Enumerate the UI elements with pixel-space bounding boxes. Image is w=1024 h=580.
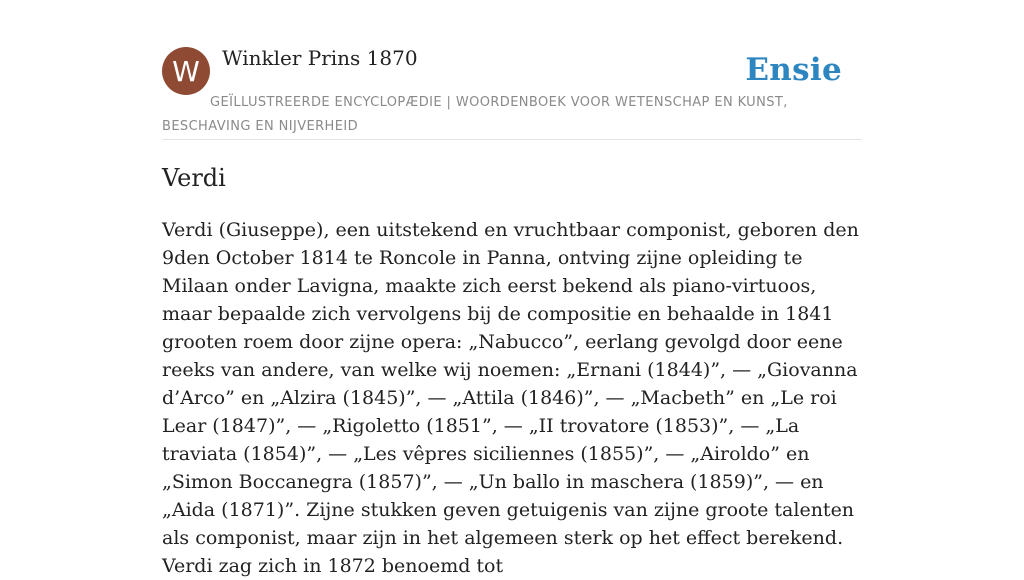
source-avatar[interactable]: W (162, 47, 210, 95)
source-title[interactable]: Winkler Prins 1870 (222, 46, 418, 70)
ensie-logo[interactable]: Ensie (745, 52, 842, 88)
header-divider (162, 139, 862, 140)
source-subtitle: GEÏLLUSTREERDE ENCYCLOPÆDIE | WOORDENBOEK VOOR WETENSCHAP EN KUNST, BESCHAVING EN NIJVERHEID (162, 95, 788, 134)
page-title: Verdi (162, 164, 226, 192)
article-body: Verdi (Giuseppe), een uitstekend en vruchtbaar componist, geboren den 9den October 1814 te Roncole in Panna, ontving zijne opleiding te Milaan onder Lavigna, maakte zich eerst bekend als piano-virtuoos, maar bepaalde zich vervolgens bij de compositie en behaalde in 1841 grooten roem door zijne opera: „Nabucco”, eerlang gevolgd door eene reeks van andere, van welke wij noemen: „Ernani (1844)”, — „Giovanna d’Arco” en „Alzira (1845)”, — „Attila (1846)”, — „Macbeth” en „Le roi Lear (1847)”, — „Rigoletto (1851”, — „II trovatore (1853)”, — „La traviata (1854)”, — „Les vêpres siciliennes (1855)”, — „Airoldo” en „Simon Boccanegra (1857)”, — „Un ballo in maschera (1859)”, — en „Aida (1871)”. Zijne stukken geven getuigenis van zijne groote talenten als componist, maar zijn in het algemeen sterk op het effect berekend. Verdi zag zich in 1872 benoemd tot (162, 219, 859, 577)
